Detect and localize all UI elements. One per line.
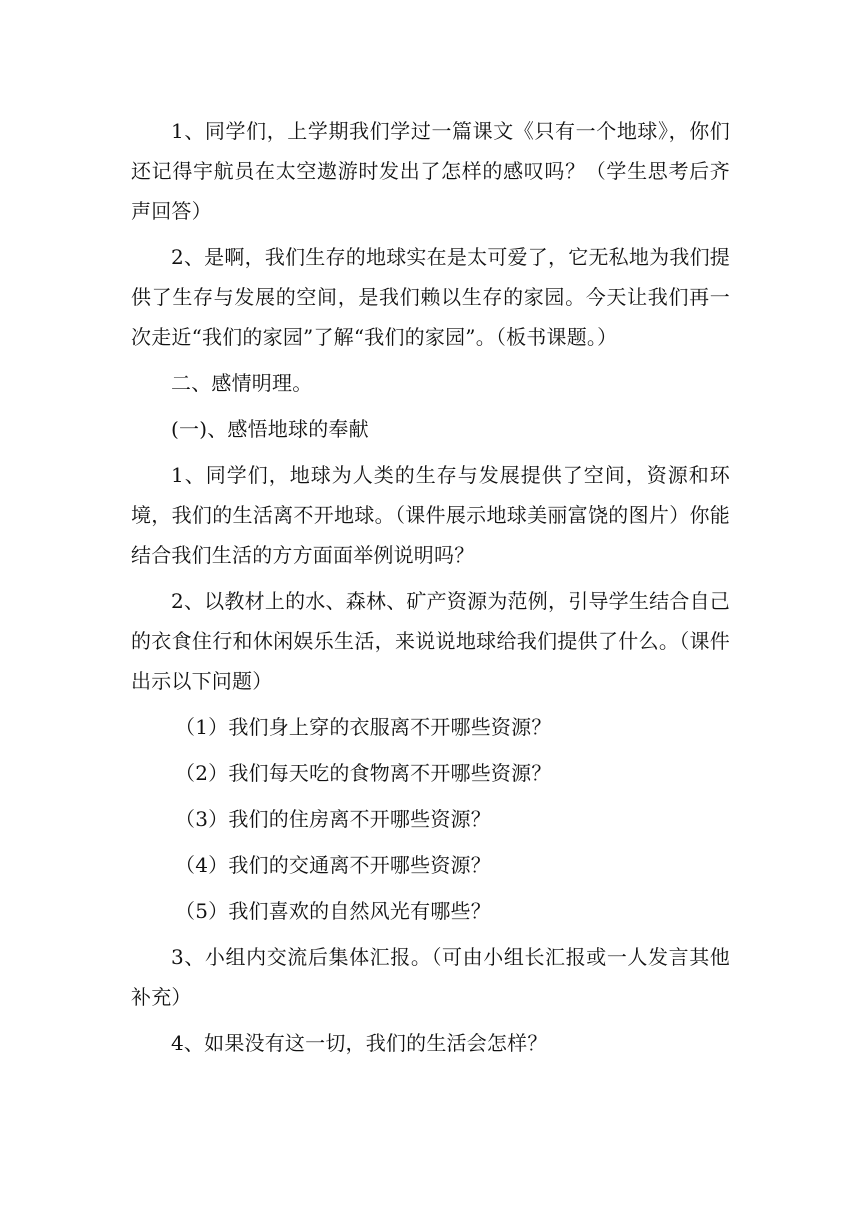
paragraph-recall-lesson: 1、同学们，上学期我们学过一篇课文《只有一个地球》，你们还记得宇航员在太空遨游时发出了怎样的感叹吗？（学生思考后齐声回答） [131, 119, 730, 223]
document-body [131, 111, 730, 1063]
paragraph-earth-provides: 1、同学们，地球为人类的生存与发展提供了空间，资源和环境，我们的生活离不开地球。（课件展示地球美丽富饶的图片）你能结合我们生活的方方面面举例说明吗？ [131, 463, 730, 567]
question-item-scenery: （5）我们喜欢的自然风光有哪些？ [175, 899, 491, 923]
subsection-heading-earth-contribution: (一)、感悟地球的奉献 [171, 417, 369, 441]
section-heading-emotion: 二、感情明理。 [171, 371, 313, 395]
paragraph-without-all-this: 4、如果没有这一切，我们的生活会怎样？ [171, 1031, 548, 1055]
paragraph-group-report: 3、小组内交流后集体汇报。（可由小组长汇报或一人发言其他补充） [131, 945, 730, 1009]
question-item-housing: （3）我们的住房离不开哪些资源？ [175, 807, 491, 831]
question-item-transport: （4）我们的交通离不开哪些资源？ [175, 853, 491, 877]
question-item-clothing: （1）我们身上穿的衣服离不开哪些资源？ [175, 715, 552, 739]
paragraph-textbook-examples: 2、以教材上的水、森林、矿产资源为范例，引导学生结合自己的衣食住行和休闲娱乐生活，来说说地球给我们提供了什么。（课件出示以下问题） [131, 589, 730, 693]
question-item-food: （2）我们每天吃的食物离不开哪些资源？ [175, 761, 552, 785]
paragraph-lovely-earth: 2、是啊，我们生存的地球实在是太可爱了，它无私地为我们提供了生存与发展的空间，是我们赖以生存的家园。今天让我们再一次走近“我们的家园”了解“我们的家园”。（板书课题。） [131, 245, 730, 349]
